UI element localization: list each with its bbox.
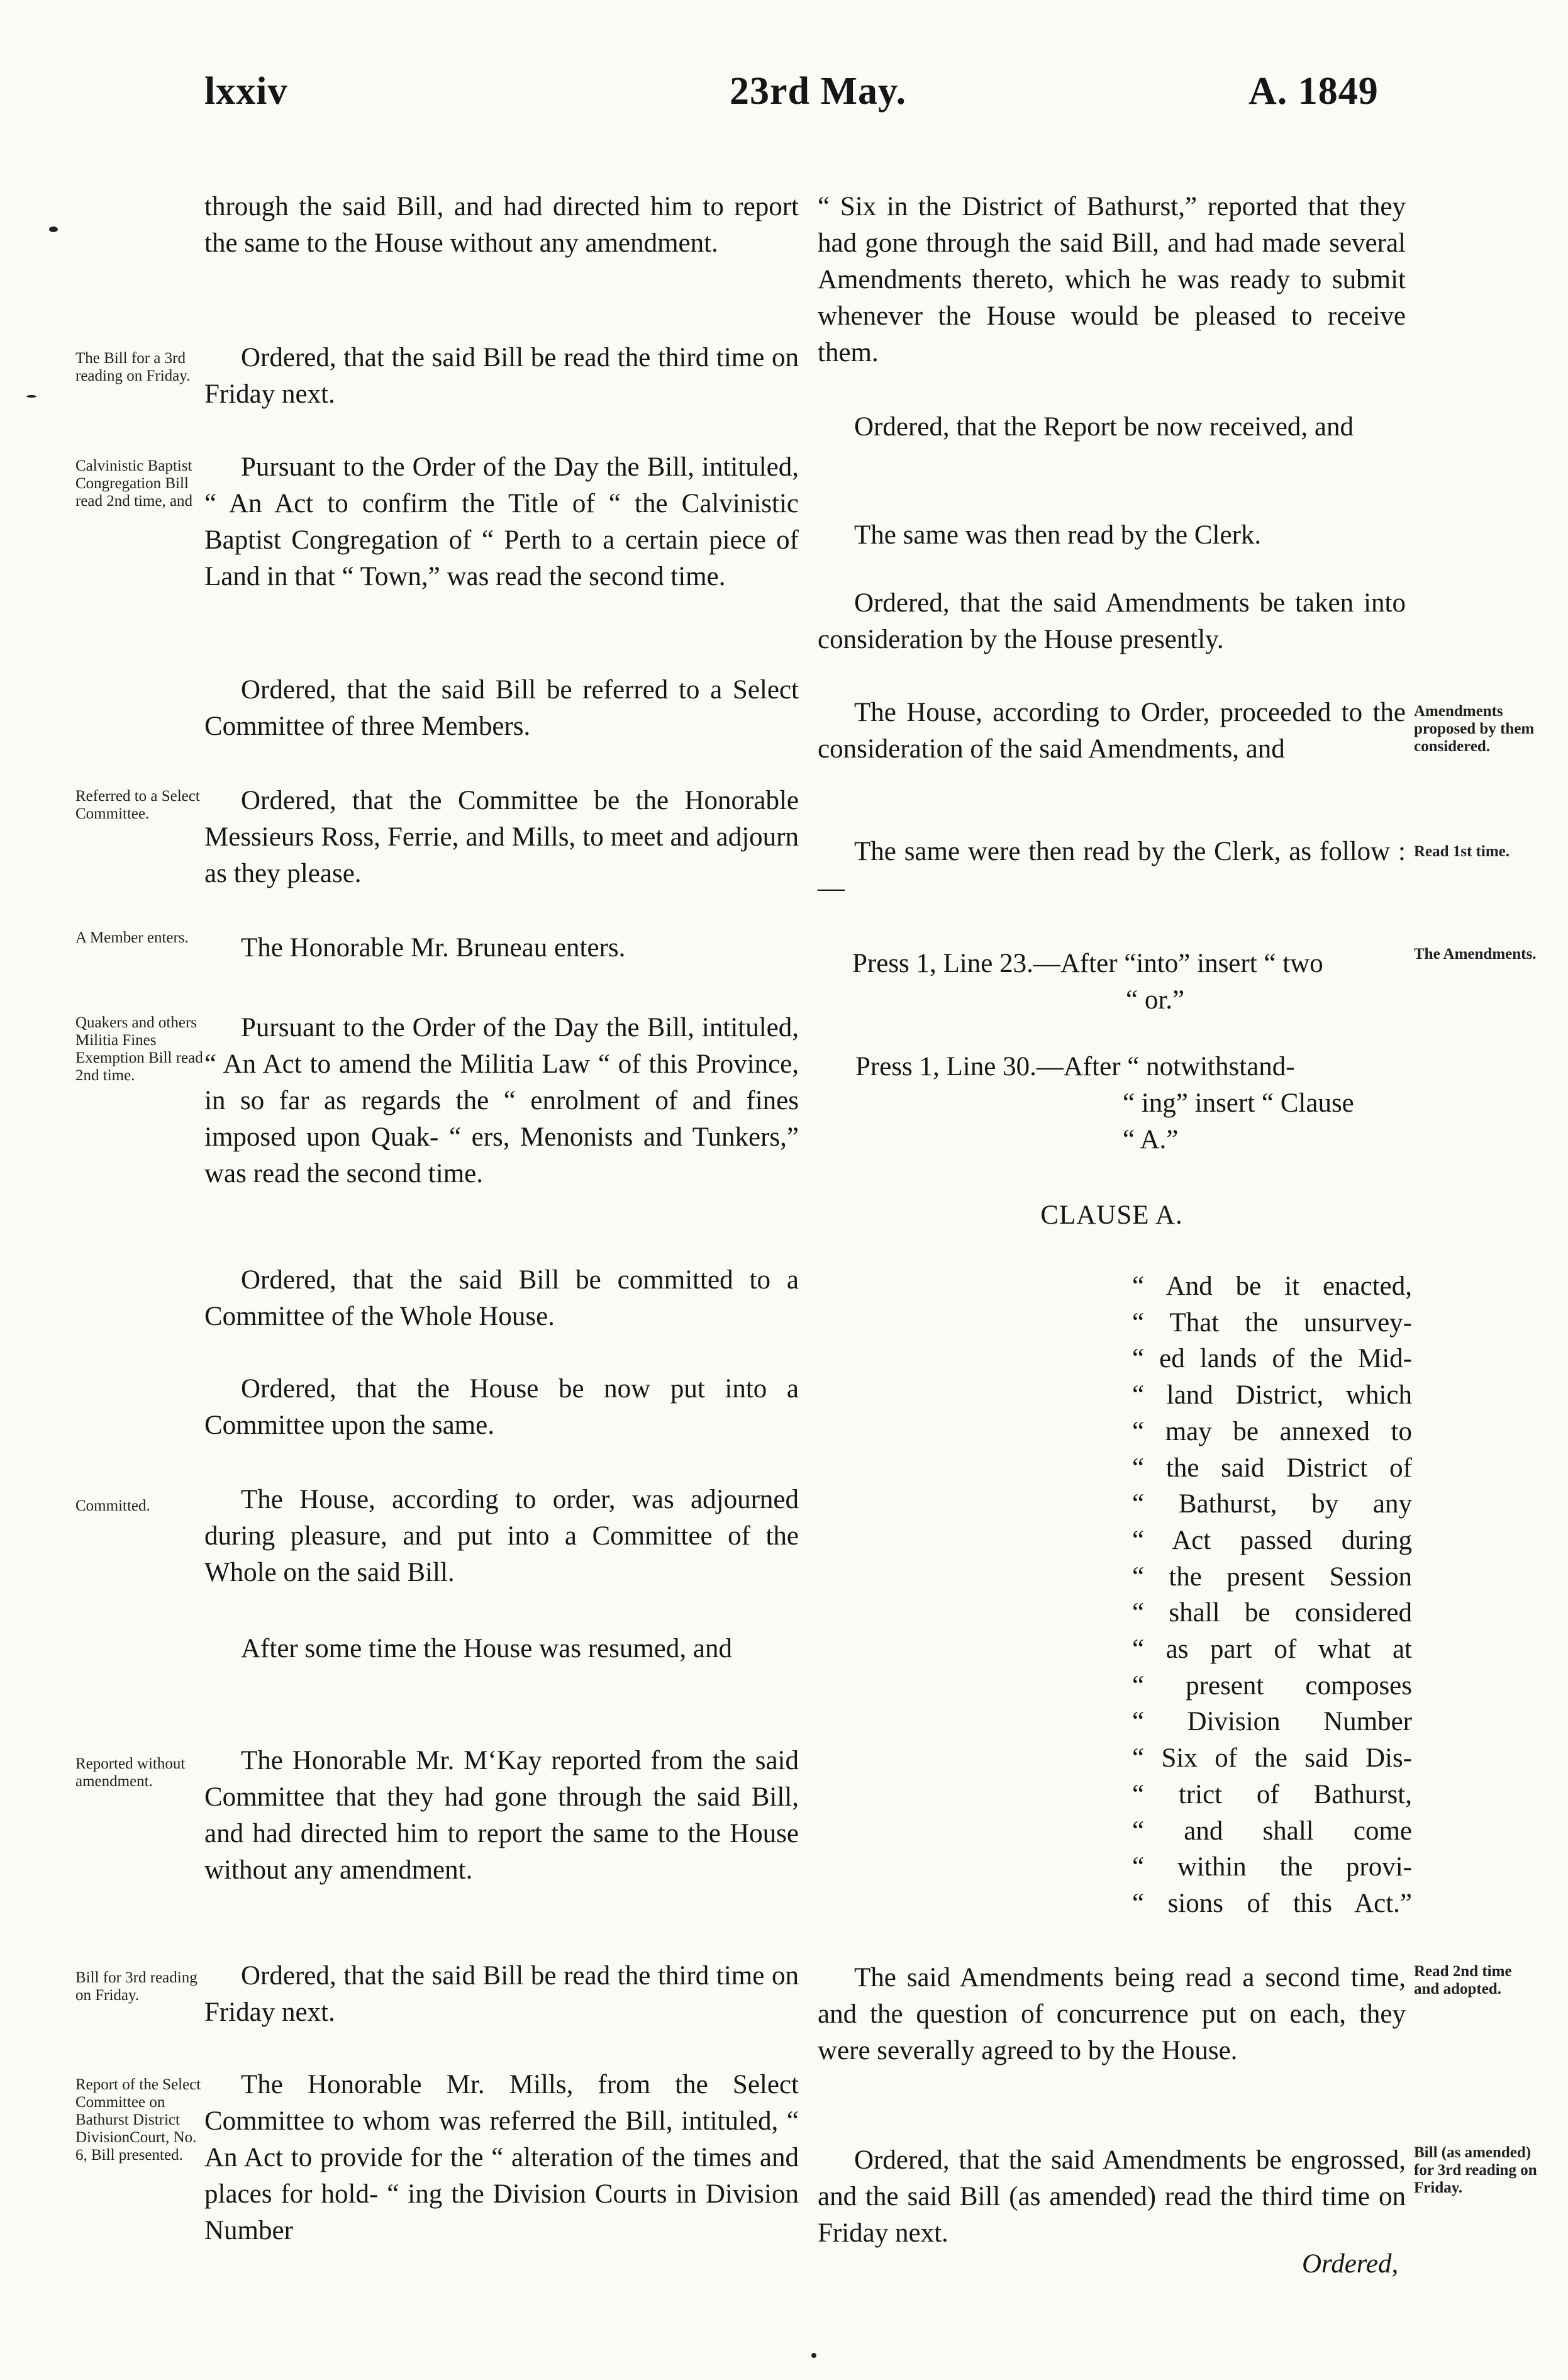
- left-paragraph: The House, according to order, was adjourned during pleasure, and put into a Committee of the Whole on the said Bill.: [204, 1485, 799, 1587]
- clause-line: “ land District, which: [1132, 1380, 1412, 1411]
- clause-line: “ the present Session: [1132, 1562, 1412, 1592]
- clause-line: “ And be it enacted,: [1132, 1271, 1412, 1301]
- margin-note: The Amendments.: [1414, 946, 1537, 963]
- clause-line: “ trict of Bathurst,: [1132, 1779, 1412, 1809]
- amendment-line: Press 1, Line 23.—After “into” insert “ two: [852, 949, 1323, 978]
- margin-note: Bill for 3rd reading on Friday.: [75, 1969, 197, 2004]
- amendment-line: Press 1, Line 30.—After “ notwithstand-: [855, 1052, 1295, 1081]
- clause-line: “ the said District of: [1132, 1453, 1412, 1483]
- margin-note: Amendments proposed by them considered.: [1414, 703, 1535, 755]
- catchword: Ordered,: [1302, 2249, 1399, 2279]
- left-paragraph: Ordered, that the House be now put into a Committee upon the same.: [204, 1374, 799, 1440]
- clause-line: “ That the unsurvey-: [1132, 1307, 1412, 1338]
- left-paragraph: The Honorable Mr. M‘Kay reported from the said Committee that they had gone through the said Bill, and had directed him to report the same to the House without any amendment.: [204, 1746, 799, 1885]
- margin-note: Read 1st time.: [1414, 843, 1510, 860]
- margin-note: Bill (as amended) for 3rd reading on Friday.: [1414, 2144, 1537, 2196]
- clause-line: “ present composes: [1132, 1670, 1412, 1701]
- margin-note: Committed.: [75, 1497, 150, 1514]
- clause-line: “ within the provi-: [1132, 1852, 1412, 1882]
- left-paragraph: Ordered, that the said Bill be read the third time on Friday next.: [204, 1961, 799, 2027]
- left-paragraph: Pursuant to the Order of the Day the Bill, intituled, “ An Act to amend the Militia Law “ of this Province, in so far as regards the “ enrolment of and fines imposed upon Quak- “ ers, Menonists and Tunkers,” was read the second time.: [204, 1013, 799, 1188]
- left-paragraph: Ordered, that the said Bill be read the third time on Friday next.: [204, 343, 799, 409]
- amendment-line: “ or.”: [1126, 985, 1185, 1015]
- clause-line: “ shall be considered: [1132, 1598, 1412, 1628]
- left-paragraph: After some time the House was resumed, and: [241, 1634, 732, 1663]
- left-paragraph: The Honorable Mr. Bruneau enters.: [241, 933, 626, 963]
- left-paragraph: Ordered, that the Committee be the Honorable Messieurs Ross, Ferrie, and Mills, to meet and adjourn as they please.: [204, 786, 799, 888]
- clause-line: “ Act passed during: [1132, 1525, 1412, 1555]
- margin-note: A Member enters.: [75, 929, 189, 946]
- left-paragraph: Ordered, that the said Bill be committed to a Committee of the Whole House.: [204, 1265, 799, 1331]
- right-paragraph: Ordered, that the said Amendments be engrossed, and the said Bill (as amended) read the third time on Friday next.: [818, 2145, 1406, 2248]
- scan-speck: [811, 2353, 816, 2358]
- clause-text: [1132, 1268, 1412, 1922]
- page-date: 23rd May.: [730, 70, 907, 113]
- clause-line: “ Bathurst, by any: [1132, 1489, 1412, 1519]
- margin-note: Read 2nd time and adopted.: [1414, 1963, 1512, 1997]
- right-paragraph: Ordered, that the said Amendments be taken into consideration by the House presently.: [818, 588, 1406, 654]
- left-paragraph: The Honorable Mr. Mills, from the Select Committee to whom was referred the Bill, intituled, “ An Act to provide for the “ alteration of the times and places for hold- “ ing the Division Courts in Division Number: [204, 2070, 799, 2245]
- clause-title: CLAUSE A.: [1040, 1200, 1183, 1230]
- clause-line: “ may be annexed to: [1132, 1416, 1412, 1446]
- right-paragraph: The House, according to Order, proceeded to the consideration of the said Amendments, and: [818, 698, 1406, 764]
- margin-note: Quakers and others Militia Fines Exemption Bill read 2nd time.: [75, 1014, 203, 1084]
- right-paragraph: The same was then read by the Clerk.: [854, 520, 1262, 550]
- clause-line: “ Six of the said Dis-: [1132, 1743, 1412, 1774]
- scan-speck: [49, 226, 58, 232]
- right-paragraph: The same were then read by the Clerk, as follow :—: [818, 837, 1406, 903]
- amendment-line: “ ing” insert “ Clause: [1123, 1088, 1354, 1118]
- amendment-line: “ A.”: [1123, 1125, 1179, 1154]
- left-paragraph: through the said Bill, and had directed him to report the same to the House without any amendment.: [204, 192, 799, 258]
- margin-note: Referred to a Select Committee.: [75, 788, 200, 822]
- left-paragraph: Pursuant to the Order of the Day the Bill, intituled, “ An Act to confirm the Title of “ the Calvinistic Baptist Congregation of “ Perth to a certain piece of Land in that “ Town,” was read the second time.: [204, 452, 799, 591]
- clause-line: “ sions of this Act.”: [1132, 1888, 1412, 1918]
- margin-note: Reported without amendment.: [75, 1755, 186, 1790]
- clause-line: “ and shall come: [1132, 1816, 1412, 1846]
- clause-line: “ as part of what at: [1132, 1634, 1412, 1665]
- page-number: lxxiv: [204, 70, 288, 113]
- clause-line: “ Division Number: [1132, 1707, 1412, 1737]
- clause-line: “ ed lands of the Mid-: [1132, 1344, 1412, 1374]
- margin-note: Report of the Select Committee on Bathurst District DivisionCourt, No. 6, Bill presented.: [75, 2076, 201, 2164]
- page-year: A. 1849: [1248, 70, 1379, 113]
- right-paragraph: The said Amendments being read a second time, and the question of concurrence put on each, they were severally agreed to by the House.: [818, 1963, 1406, 2065]
- margin-note: Calvinistic Baptist Congregation Bill read 2nd time, and: [75, 457, 193, 510]
- left-paragraph: Ordered, that the said Bill be referred to a Select Committee of three Members.: [204, 675, 799, 741]
- margin-note: The Bill for a 3rd reading on Friday.: [75, 350, 191, 384]
- right-paragraph: “ Six in the District of Bathurst,” reported that they had gone through the said Bill, and had made several Amendments thereto, which he was ready to submit whenever the House would be pleased to receive them.: [818, 192, 1406, 367]
- scan-speck: [26, 395, 36, 398]
- right-paragraph: Ordered, that the Report be now received, and: [854, 412, 1354, 442]
